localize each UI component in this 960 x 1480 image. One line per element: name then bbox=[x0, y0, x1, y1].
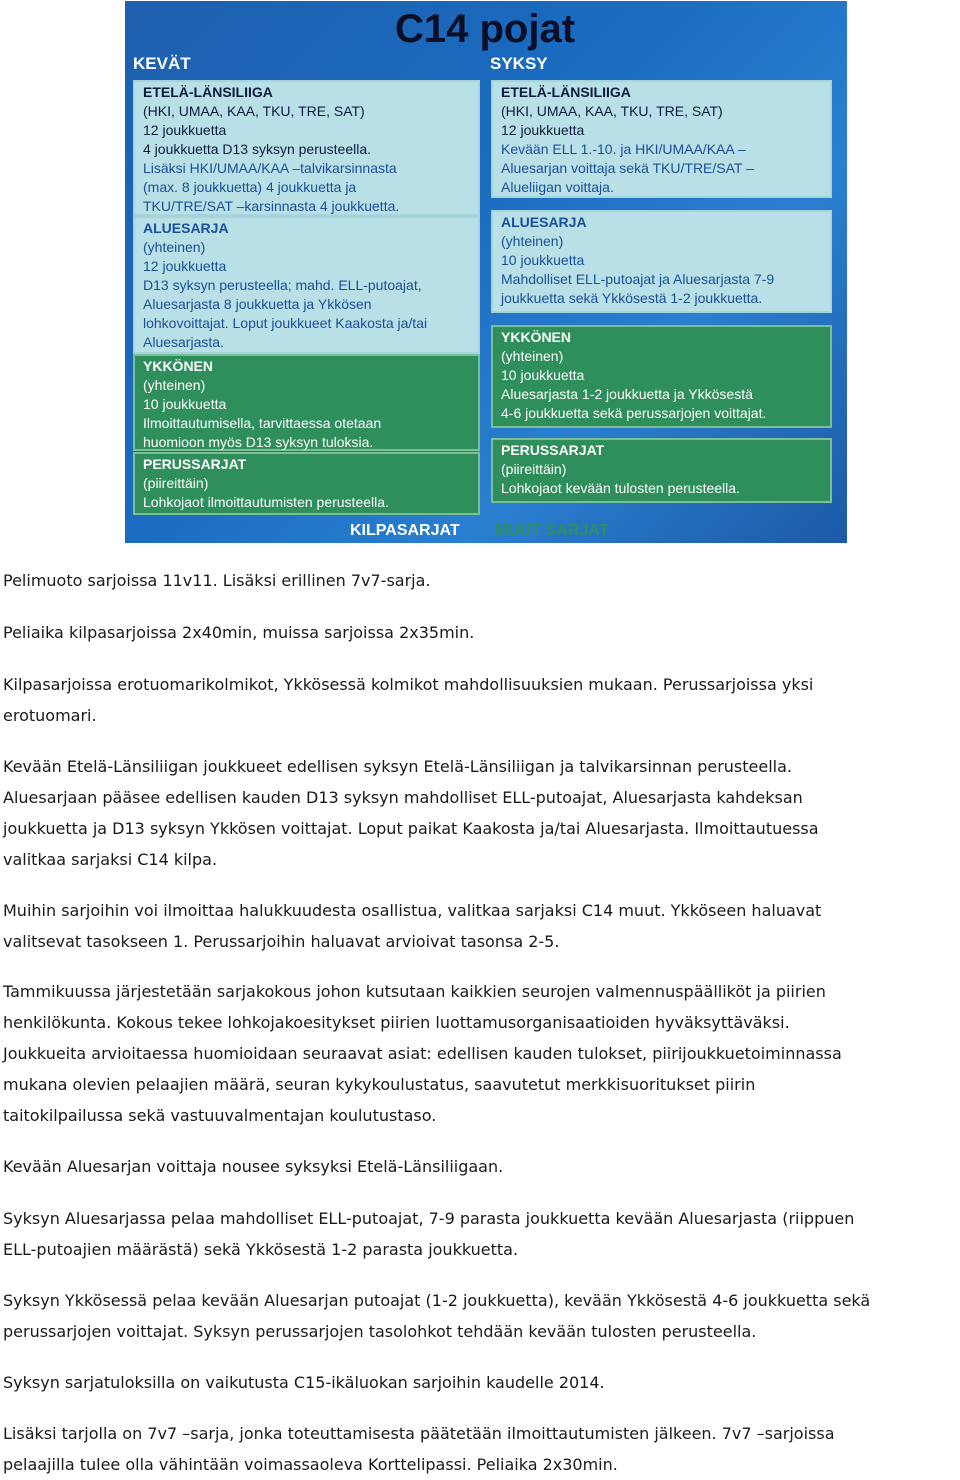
autumn-ell-line: Alueliigan voittaja. bbox=[501, 179, 614, 195]
paragraph: Pelimuoto sarjoissa 11v11. Lisäksi erillinen 7v7-sarja. bbox=[3, 571, 431, 590]
autumn-perus-head: PERUSSARJAT bbox=[501, 442, 605, 458]
spring-ell-line: Lisäksi HKI/UMAA/KAA –talvikarsinnasta bbox=[143, 160, 397, 176]
autumn-ykkonen-line: 4-6 joukkuetta sekä perussarjojen voittajat. bbox=[501, 405, 767, 421]
autumn-perus-line: (piireittäin) bbox=[501, 461, 567, 477]
spring-ell-line: TKU/TRE/SAT –karsinnasta 4 joukkuetta. bbox=[143, 198, 400, 214]
paragraph: Lisäksi tarjolla on 7v7 –sarja, jonka toteuttamisesta päätetään ilmoittautumisten jälkeen. 7v7 –sarjoissa pelaajilla tulee olla vähintään voimassaoleva Korttelipassi. Peliaika 2x30min. bbox=[3, 1424, 835, 1474]
spring-perus-head: PERUSSARJAT bbox=[143, 456, 247, 472]
spring-ell-head: ETELÄ-LÄNSILIIGA bbox=[143, 84, 273, 100]
autumn-alue-line: 10 joukkuetta bbox=[501, 252, 585, 268]
spring-label: KEVÄT bbox=[133, 54, 191, 73]
autumn-ykkonen-line: 10 joukkuetta bbox=[501, 367, 585, 383]
paragraph: Peliaika kilpasarjoissa 2x40min, muissa sarjoissa 2x35min. bbox=[3, 623, 475, 642]
spring-ykkonen-head: YKKÖNEN bbox=[143, 358, 214, 374]
spring-ykkonen-box bbox=[133, 354, 480, 451]
autumn-ell-line: 12 joukkuetta bbox=[501, 122, 585, 138]
autumn-ykkonen-line: (yhteinen) bbox=[501, 348, 564, 364]
autumn-ykkonen-line: Aluesarjasta 1-2 joukkuetta ja Ykkösestä bbox=[501, 386, 753, 402]
autumn-perus-line: Lohkojaot kevään tulosten perusteella. bbox=[501, 480, 740, 496]
spring-alue-line: Aluesarjasta 8 joukkuetta ja Ykkösen bbox=[143, 296, 372, 312]
banner-title: C14 pojat bbox=[395, 7, 576, 51]
autumn-ell-box bbox=[491, 80, 832, 198]
spring-ell-line: (HKI, UMAA, KAA, TKU, TRE, SAT) bbox=[143, 103, 365, 119]
autumn-alue-head: ALUESARJA bbox=[501, 214, 587, 230]
paragraph: Kevään Etelä-Länsiliigan joukkueet edellisen syksyn Etelä-Länsiliigan ja talvikarsinnan perusteella. Aluesarjaan pääsee edellisen kauden D13 syksyn mahdolliset ELL-putoajat, Aluesarjasta kahdeksan joukkuetta ja D13 syksyn Ykkösen voittajat. Loput paikat Kaakosta ja/tai Aluesarjasta. Ilmoittautuessa valitkaa sarjaksi C14 kilpa. bbox=[3, 757, 819, 869]
spring-ell-line: 12 joukkuetta bbox=[143, 122, 227, 138]
spring-perussarjat-box bbox=[133, 452, 480, 515]
autumn-alue-line: Mahdolliset ELL-putoajat ja Aluesarjasta 7-9 bbox=[501, 271, 775, 287]
paragraph: Syksyn Ykkösessä pelaa kevään Aluesarjan putoajat (1-2 joukkuetta), kevään Ykkösestä 4-6 joukkuetta sekä perussarjojen voittajat. Syksyn perussarjojen tasolohkot tehdään kevään tulosten perusteella. bbox=[3, 1291, 871, 1341]
spring-ykkonen-line: (yhteinen) bbox=[143, 377, 206, 393]
c14-banner bbox=[125, 1, 847, 543]
paragraph: Kilpasarjoissa erotuomarikolmikot, Ykkösessä kolmikot mahdollisuuksien mukaan. Perussarjoissa yksi erotuomari. bbox=[3, 675, 814, 725]
spring-alue-line: lohkovoittajat. Loput joukkueet Kaakosta ja/tai bbox=[143, 315, 428, 331]
autumn-ell-line: Aluesarjan voittaja sekä TKU/TRE/SAT – bbox=[501, 160, 754, 176]
spring-aluesarja-box bbox=[133, 216, 480, 354]
autumn-ykkonen-head: YKKÖNEN bbox=[501, 329, 572, 345]
spring-alue-head: ALUESARJA bbox=[143, 220, 229, 236]
other-series-label: MUUT SARJAT bbox=[495, 522, 609, 539]
paragraph: Tammikuussa järjestetään sarjakokous johon kutsutaan kaikkien seurojen valmennuspäälliköt ja piirien henkilökunta. Kokous tekee lohkojakoesitykset piirien luottamusorganisaatioiden hyväksyttäväksi. Joukkueita arvioitaessa huomioidaan seuraavat asiat: edellisen kauden tulokset, piirijoukkuetoiminnassa mukana olevien pelaajien määrä, seuran kykykoulustatus, saavutetut merkkisuoritukset piirin taitokilpailussa sekä vastuuvalmentajan koulutustaso. bbox=[3, 982, 842, 1125]
spring-alue-line: Aluesarjasta. bbox=[143, 334, 224, 350]
paragraph: Kevään Aluesarjan voittaja nousee syksyksi Etelä-Länsiliigaan. bbox=[3, 1157, 504, 1176]
spring-perus-line: Lohkojaot ilmoittautumisten perusteella. bbox=[143, 494, 389, 510]
autumn-label: SYKSY bbox=[490, 54, 548, 73]
autumn-aluesarja-box bbox=[491, 210, 832, 313]
spring-ell-box bbox=[133, 80, 480, 216]
spring-ykkonen-line: Ilmoittautumisella, tarvittaessa otetaan bbox=[143, 415, 382, 431]
autumn-perussarjat-box bbox=[491, 438, 832, 503]
spring-alue-line: (yhteinen) bbox=[143, 239, 206, 255]
paragraph: Muihin sarjoihin voi ilmoittaa halukkuudesta osallistua, valitkaa sarjaksi C14 muut. Ykköseen haluavat valitsevat tasokseen 1. Perussarjoihin haluavat arvioivat tasonsa 2-5. bbox=[3, 901, 822, 951]
spring-alue-line: D13 syksyn perusteella; mahd. ELL-putoajat, bbox=[143, 277, 422, 293]
autumn-alue-line: joukkuetta sekä Ykkösestä 1-2 joukkuetta. bbox=[501, 290, 763, 306]
autumn-ell-line: (HKI, UMAA, KAA, TKU, TRE, SAT) bbox=[501, 103, 723, 119]
autumn-ykkonen-box bbox=[491, 325, 832, 428]
spring-ell-line: 4 joukkuetta D13 syksyn perusteella. bbox=[143, 141, 372, 157]
autumn-ell-line: Kevään ELL 1.-10. ja HKI/UMAA/KAA – bbox=[501, 141, 746, 157]
spring-perus-line: (piireittäin) bbox=[143, 475, 209, 491]
autumn-alue-line: (yhteinen) bbox=[501, 233, 564, 249]
spring-alue-line: 12 joukkuetta bbox=[143, 258, 227, 274]
competition-series-label: KILPASARJAT bbox=[350, 522, 460, 539]
autumn-ell-head: ETELÄ-LÄNSILIIGA bbox=[501, 84, 631, 100]
paragraph: Syksyn sarjatuloksilla on vaikutusta C15-ikäluokan sarjoihin kaudelle 2014. bbox=[3, 1373, 605, 1392]
paragraph: Syksyn Aluesarjassa pelaa mahdolliset ELL-putoajat, 7-9 parasta joukkuetta kevään Aluesarjasta (riippuen ELL-putoajien määrästä) sekä Ykkösestä 1-2 parasta joukkuetta. bbox=[3, 1209, 855, 1259]
spring-ykkonen-line: 10 joukkuetta bbox=[143, 396, 227, 412]
spring-ykkonen-line: huomioon myös D13 syksyn tuloksia. bbox=[143, 434, 374, 450]
spring-ell-line: (max. 8 joukkuetta) 4 joukkuetta ja bbox=[143, 179, 357, 195]
